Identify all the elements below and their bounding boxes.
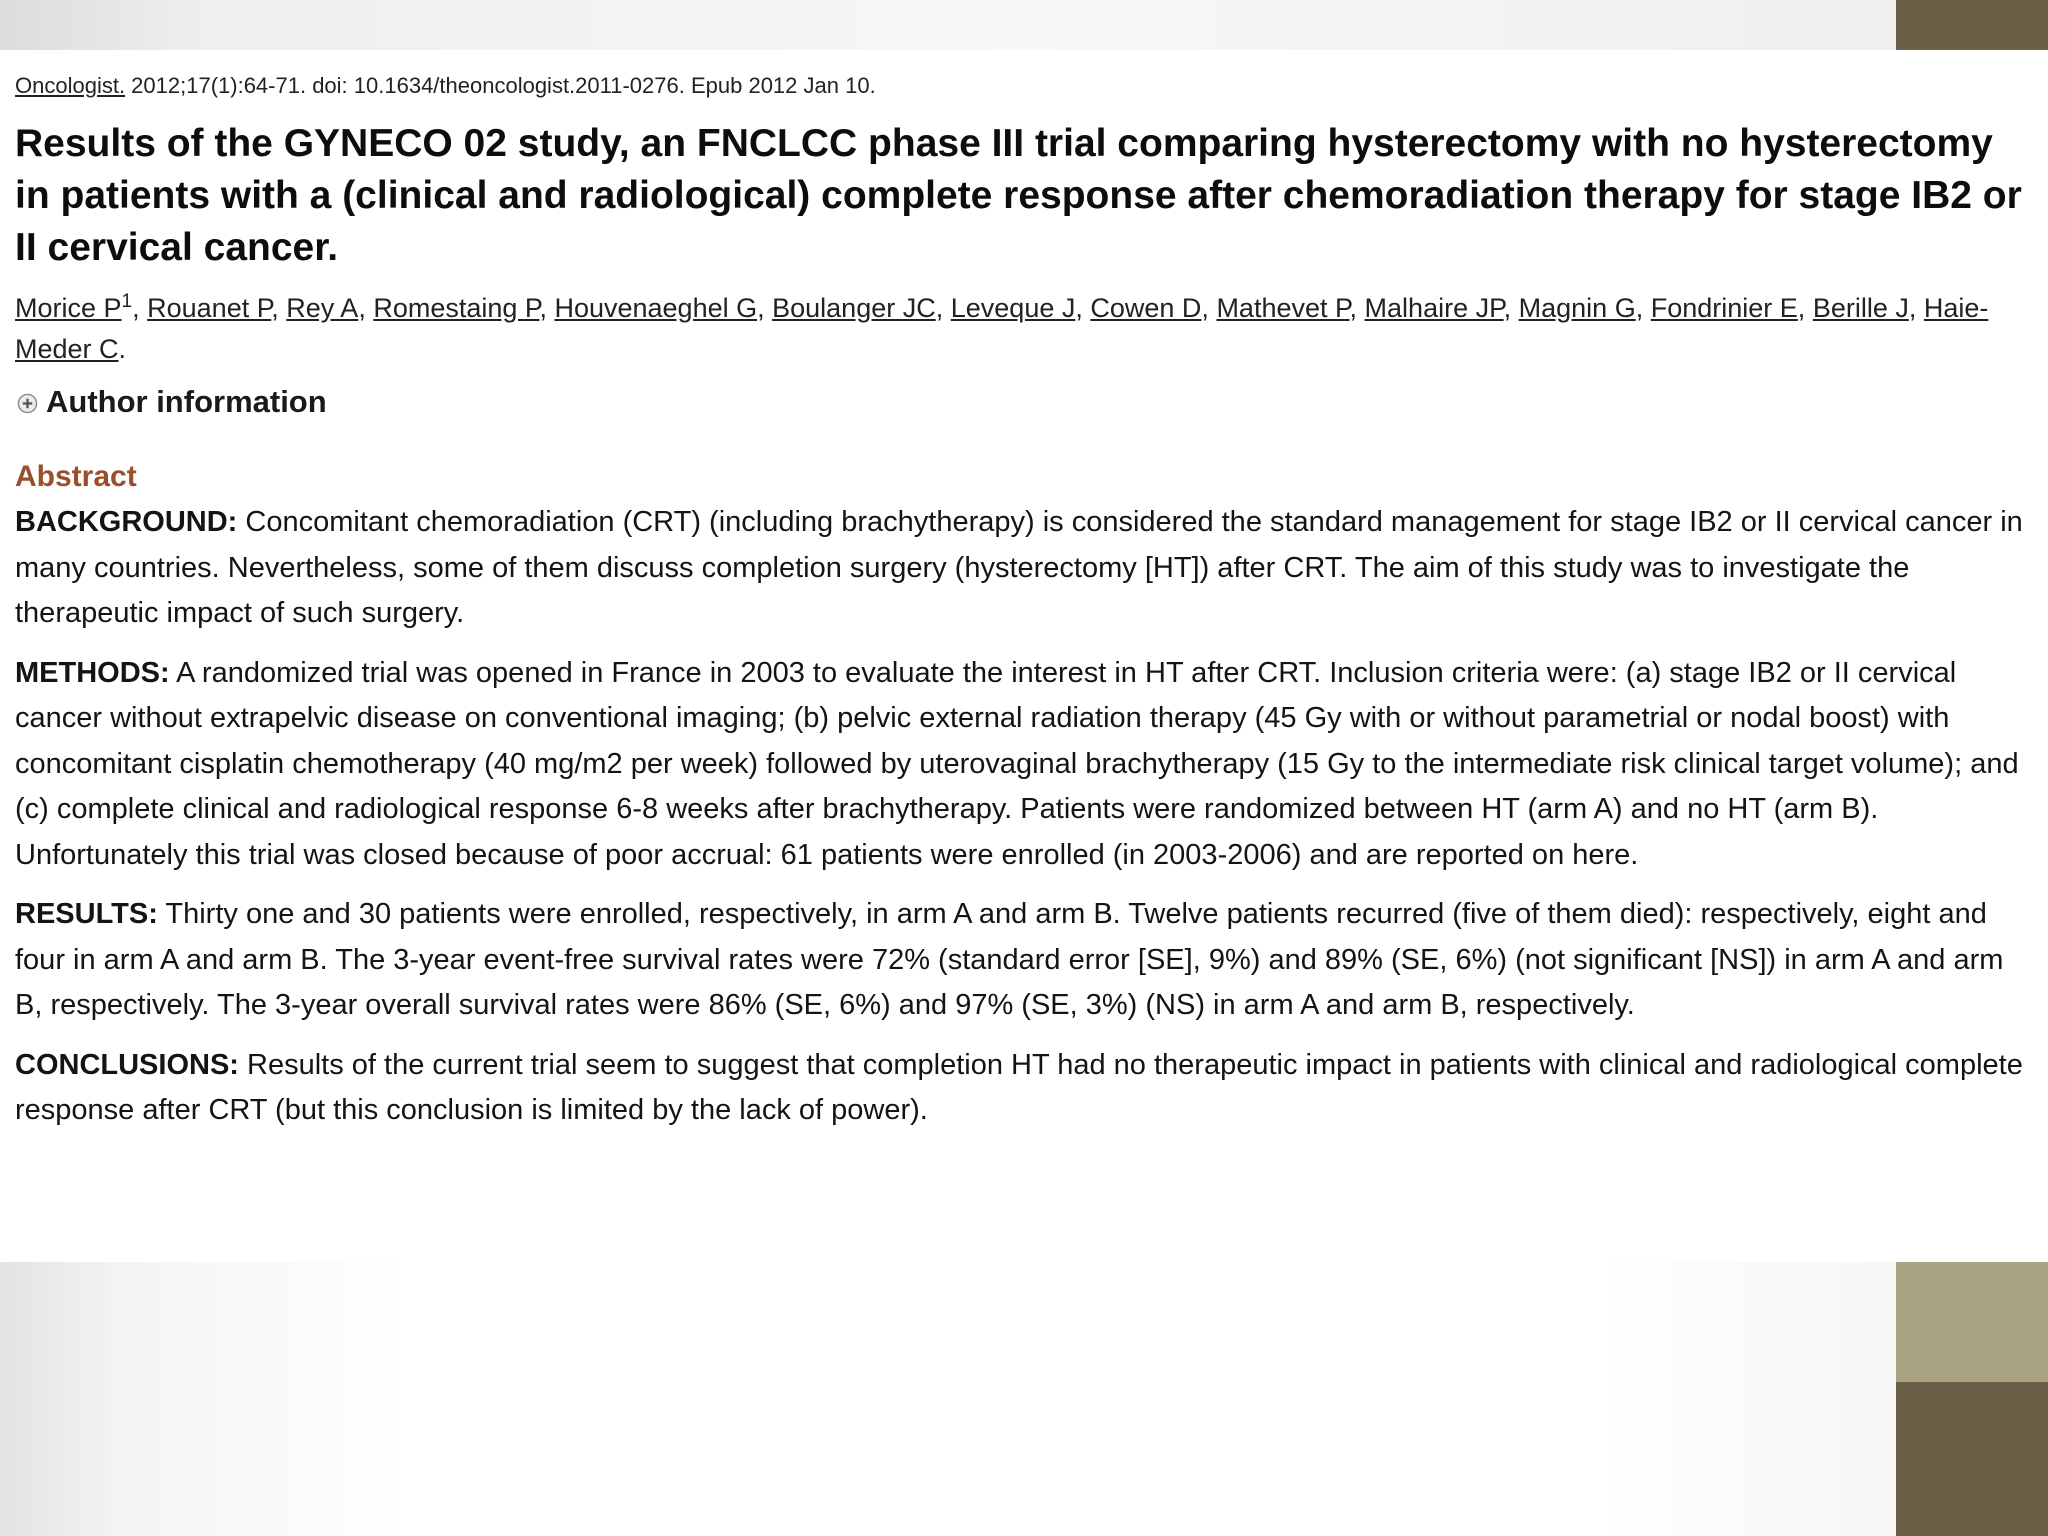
author-link[interactable]: Boulanger JC	[772, 293, 936, 323]
author-link[interactable]: Fondrinier E	[1650, 293, 1798, 323]
abstract-results	[15, 892, 2035, 1029]
author-affiliation-marker[interactable]: 1	[121, 291, 133, 312]
author-link[interactable]: Magnin G	[1518, 293, 1636, 323]
author-link[interactable]: Romestaing P	[373, 293, 540, 323]
decorative-block-bottom	[1896, 1382, 2048, 1536]
article-title: Results of the GYNECO 02 study, an FNCLCC phase III trial comparing hysterectomy with no hysterectomy in patients with a (clinical and radiological) complete response after chemoradiation therapy for stage IB2 or II cervical cancer.	[15, 122, 2022, 269]
slide-top-band	[0, 0, 2048, 50]
abstract-conclusions	[15, 1043, 2035, 1134]
plus-circle-icon	[17, 393, 38, 414]
citation-line	[15, 72, 2035, 100]
author-link[interactable]: Haie-Meder C	[15, 293, 1989, 364]
author-link[interactable]: Cowen D	[1090, 293, 1202, 323]
decorative-block-top	[1896, 0, 2048, 50]
abstract-heading: Abstract	[15, 460, 137, 493]
decorative-block-middle	[1896, 1262, 2048, 1382]
background-text: Concomitant chemoradiation (CRT) (including brachytherapy) is considered the standard management for stage IB2 or II cervical cancer in many countries. Nevertheless, some of them discuss completion surgery (hysterectomy [HT]) after CRT. The aim of this study was to investigate the therapeutic impact of such surgery.	[15, 506, 2023, 629]
background-label: BACKGROUND:	[15, 506, 238, 538]
author-information-toggle[interactable]	[15, 382, 2035, 422]
results-text: Thirty one and 30 patients were enrolled, respectively, in arm A and arm B. Twelve patients recurred (five of them died): respectively, eight and four in arm A and arm B. The 3-year event-free survival rates were 72% (standard error [SE], 9%) and 89% (SE, 6%) (not significant [NS]) in arm A and arm B, respectively. The 3-year overall survival rates were 86% (SE, 6%) and 97% (SE, 3%) (NS) in arm A and arm B, respectively.	[15, 898, 2004, 1021]
author-link[interactable]: Malhaire JP	[1364, 293, 1504, 323]
methods-text: A randomized trial was opened in France in 2003 to evaluate the interest in HT after CRT. Inclusion criteria were: (a) stage IB2 or II cervical cancer without extrapelvic disease on conventional imaging; (b) pelvic external radiation therapy (45 Gy with or without parametrial or nodal boost) with concomitant cisplatin chemotherapy (40 mg/m2 per week) followed by uterovaginal brachytherapy (15 Gy to the intermediate risk clinical target volume); and (c) complete clinical and radiological response 6-8 weeks after brachytherapy. Patients were randomized between HT (arm A) and no HT (arm B). Unfortunately this trial was closed because of poor accrual: 61 patients were enrolled (in 2003-2006) and are reported on here.	[15, 656, 2019, 871]
results-label: RESULTS:	[15, 898, 158, 930]
conclusions-text: Results of the current trial seem to suggest that completion HT had no therapeutic impact in patients with clinical and radiological complete response after CRT (but this conclusion is limited by the lack of power).	[15, 1048, 2023, 1126]
conclusions-label: CONCLUSIONS:	[15, 1048, 239, 1081]
methods-label: METHODS:	[15, 656, 170, 689]
author-information-label: Author information	[46, 384, 327, 419]
author-link[interactable]: Rouanet P	[147, 293, 272, 323]
article-content	[15, 72, 2035, 1148]
abstract-background	[15, 500, 2035, 637]
author-link[interactable]: Houvenaeghel G	[554, 293, 758, 323]
author-link[interactable]: Leveque J	[950, 293, 1076, 323]
abstract-methods	[15, 651, 2035, 879]
author-link[interactable]: Rey A	[286, 293, 359, 323]
abstract-body	[15, 500, 2035, 1134]
journal-link[interactable]: Oncologist.	[15, 73, 126, 98]
author-link[interactable]: Berille J	[1812, 293, 1909, 323]
abstract-panel	[0, 50, 2048, 1262]
author-link[interactable]: Mathevet P	[1216, 293, 1350, 323]
citation-details: 2012;17(1):64-71. doi: 10.1634/theoncologist.2011-0276. Epub 2012 Jan 10.	[125, 73, 876, 98]
author-list: Morice $P^1$, Rouanet P, Rey A, Romestaing P, Houvenaeghel G, Boulanger JC, Leveque J, Cowen D, Mathevet P, Malhaire JP, Magnin G, Fondrinier E, Berille J, Haie-Meder C.	[15, 291, 1989, 364]
author-link[interactable]: Morice P	[15, 293, 122, 323]
